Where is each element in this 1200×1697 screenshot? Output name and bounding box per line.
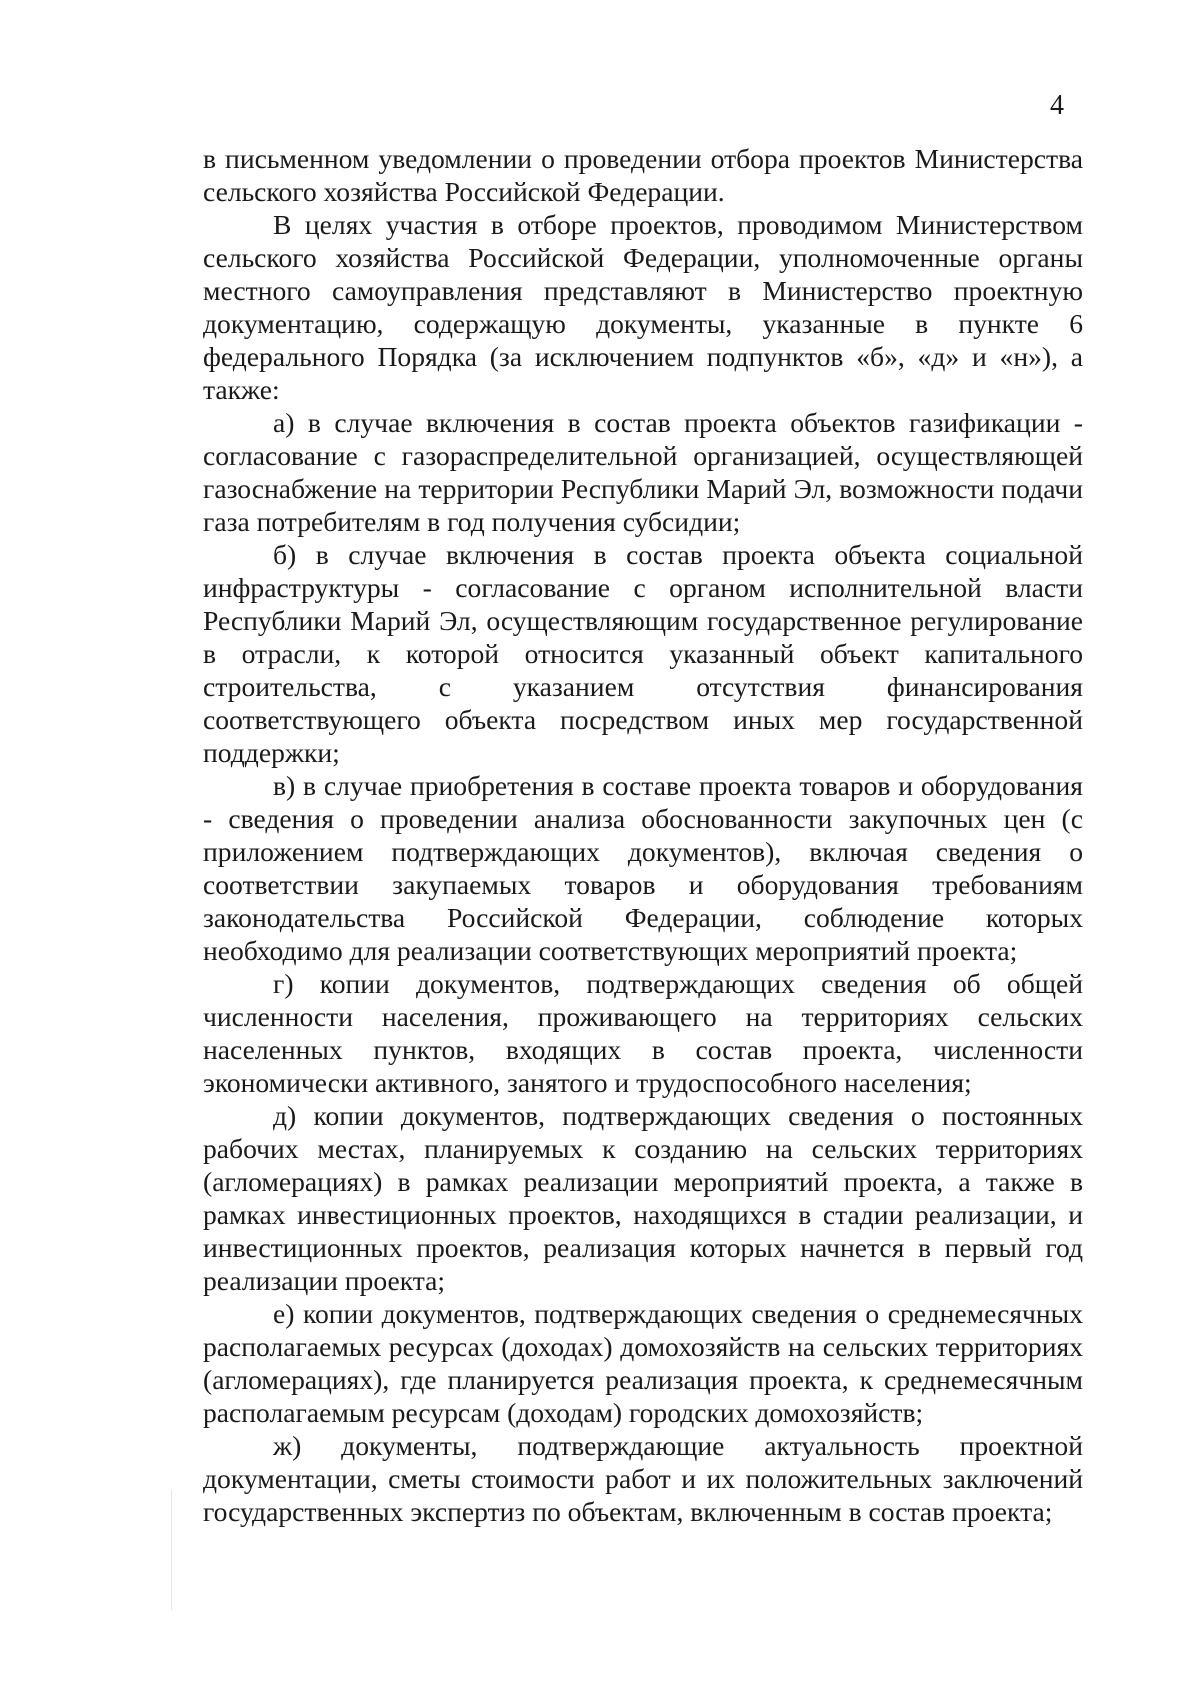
list-item-g: г) копии документов, подтверждающих сведения об общей численности населения, проживающего на территориях сельских населенных пунктов, входящих в состав проекта, численности экономически активного, занятого и трудоспособного населения;: [203, 968, 1083, 1098]
page-number: 4: [1050, 90, 1064, 121]
list-item-v: в) в случае приобретения в составе проекта товаров и оборудования - сведения о проведении анализа обоснованности закупочных цен (с приложением подтверждающих документов), включая сведения о соответствии закупаемых товаров и оборудования требованиям законодательства Российской Федерации, соблюдение которых необходимо для реализации соответствующих мероприятий проекта;: [203, 770, 1083, 966]
scan-margin-line: [171, 1490, 172, 1610]
paragraph-intro: В целях участия в отборе проектов, проводимом Министерством сельского хозяйства Российской Федерации, уполномоченные органы местного самоуправления представляют в Министерство проектную документацию, содержащую документы, указанные в пункте 6 федерального Порядка (за исключением подпунктов «б», «д» и «н»), а также:: [203, 209, 1083, 405]
list-item-a: а) в случае включения в состав проекта объектов газификации - согласование с газораспределительной организацией, осуществляющей газоснабжение на территории Республики Марий Эл, возможности подачи газа потребителям в год получения субсидии;: [203, 407, 1083, 537]
paragraph-continuation: в письменном уведомлении о проведении отбора проектов Министерства сельского хозяйства Российской Федерации.: [203, 143, 1083, 207]
document-body: [203, 142, 1083, 1528]
list-item-e: е) копии документов, подтверждающих сведения о среднемесячных располагаемых ресурсах (доходах) домохозяйств на сельских территориях (агломерациях), где планируется реализация проекта, к среднемесячным располагаемым ресурсам (доходам) городских домохозяйств;: [203, 1298, 1083, 1428]
list-item-b: б) в случае включения в состав проекта объекта социальной инфраструктуры - согласование с органом исполнительной власти Республики Марий Эл, осуществляющим государственное регулирование в отрасли, к которой относится указанный объект капитального строительства, с указанием отсутствия финансирования соответствующего объекта посредством иных мер государственной поддержки;: [203, 539, 1083, 768]
list-item-d: д) копии документов, подтверждающих сведения о постоянных рабочих местах, планируемых к созданию на сельских территориях (агломерациях) в рамках реализации мероприятий проекта, а также в рамках инвестиционных проектов, находящихся в стадии реализации, и инвестиционных проектов, реализация которых начнется в первый год реализации проекта;: [203, 1100, 1083, 1296]
list-item-zh: ж) документы, подтверждающие актуальность проектной документации, сметы стоимости работ и их положительных заключений государственных экспертиз по объектам, включенным в состав проекта;: [203, 1430, 1083, 1527]
